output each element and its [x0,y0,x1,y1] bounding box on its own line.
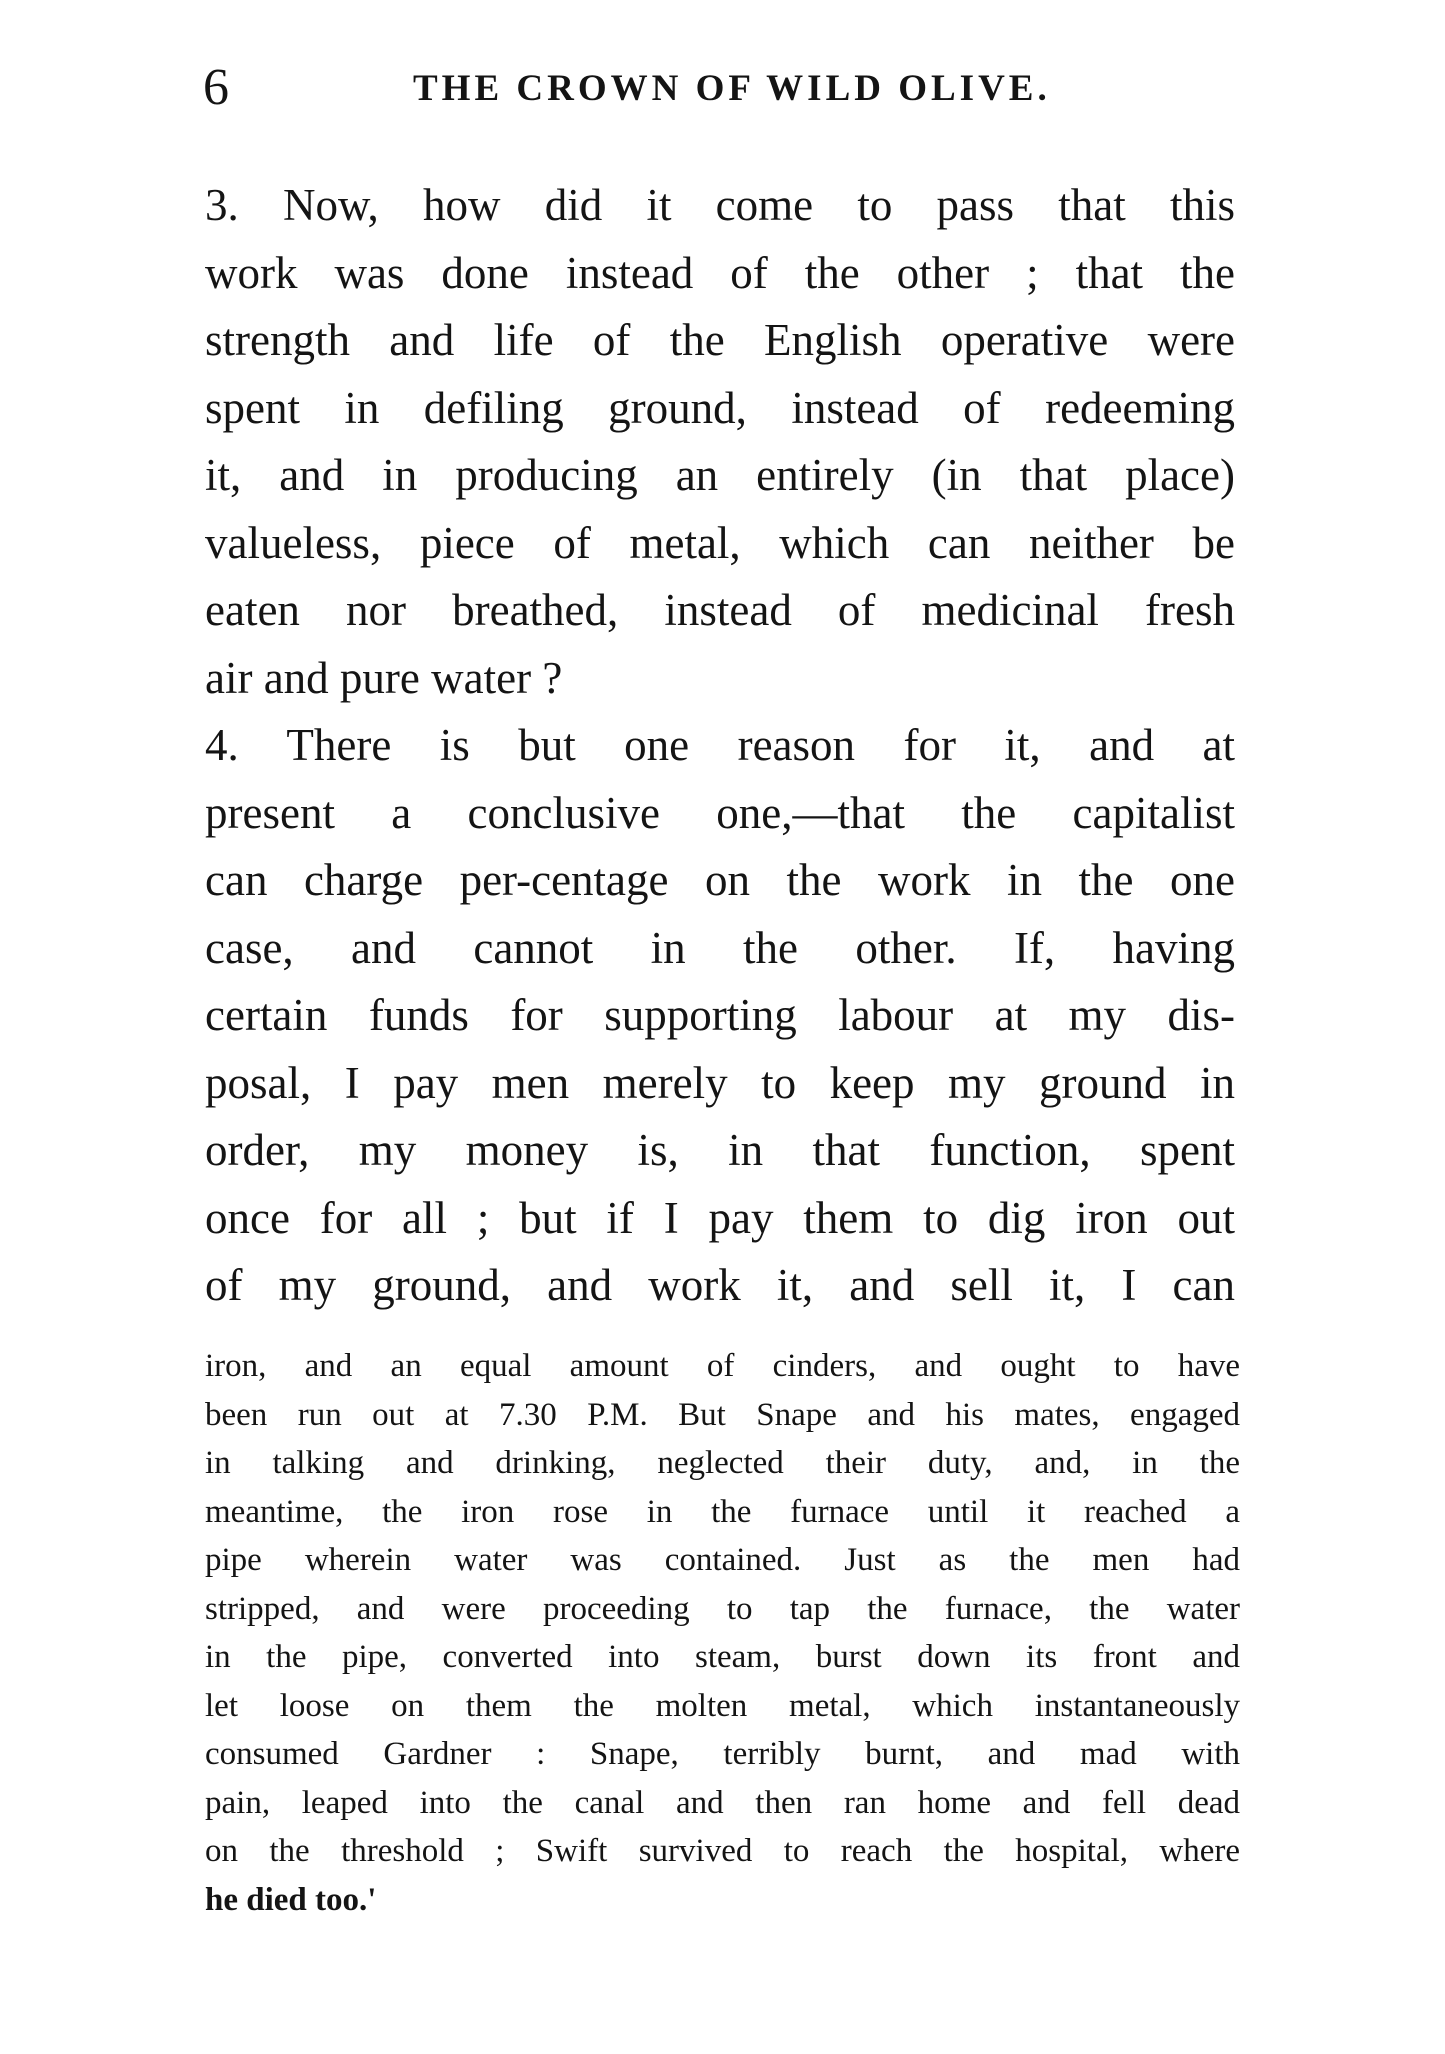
text-line: eaten nor breathed, instead of medicinal fresh [205,585,1235,635]
main-text [205,172,1235,1320]
footnote-line: in the pipe, converted into steam, burst down its front and [205,1639,1240,1675]
footnote-line: stripped, and were proceeding to tap the furnace, the water [205,1590,1240,1627]
text-line: air and pure water ? [205,652,563,703]
text-line: it, and in producing an entirely (in that place) [205,450,1235,500]
text-line: order, my money is, in that function, spent [205,1125,1235,1175]
text-line: certain funds for supporting labour at my dis- [205,990,1235,1040]
text-line: spent in defiling ground, instead of redeeming [205,382,1235,433]
text-line: work was done instead of the other ; that the [205,247,1235,298]
text-line: strength and life of the English operative were [205,315,1235,365]
text-line: valueless, piece of metal, which can neither be [205,517,1235,568]
footnote-line: pipe wherein water was contained. Just as the men had [205,1542,1240,1578]
footnote-line: on the threshold ; Swift survived to reach the hospital, where [205,1833,1240,1869]
text-line: 3. Now, how did it come to pass that this [205,180,1235,230]
page-number: 6 [203,59,229,116]
text-line: can charge per-centage on the work in the one [205,855,1235,905]
text-line: 4. There is but one reason for it, and at [205,720,1235,770]
text-line: of my ground, and work it, and sell it, I can [205,1260,1235,1310]
footnote-line: meantime, the iron rose in the furnace until it reached a [205,1493,1240,1530]
text-line: present a conclusive one,—that the capitalist [205,787,1235,838]
footnote-line: consumed Gardner : Snape, terribly burnt, and mad with [205,1736,1240,1772]
footnote-line: he died too.' [205,1881,377,1918]
footnote-line: pain, leaped into the canal and then ran home and fell dead [205,1784,1240,1821]
text-line: posal, I pay men merely to keep my ground in [205,1057,1235,1108]
footnote [205,1342,1240,1924]
footnote-line: let loose on them the molten metal, which instantaneously [205,1687,1240,1724]
footnote-line: in talking and drinking, neglected their duty, and, in the [205,1445,1240,1481]
footnote-line: iron, and an equal amount of cinders, and ought to have [205,1348,1240,1384]
text-line: once for all ; but if I pay them to dig iron out [205,1192,1235,1243]
running-title: THE CROWN OF WILD OLIVE. [413,68,1051,109]
footnote-line: been run out at 7.30 P.M. But Snape and his mates, engaged [205,1396,1240,1433]
page-header [203,58,1243,118]
text-line: case, and cannot in the other. If, having [205,922,1235,973]
